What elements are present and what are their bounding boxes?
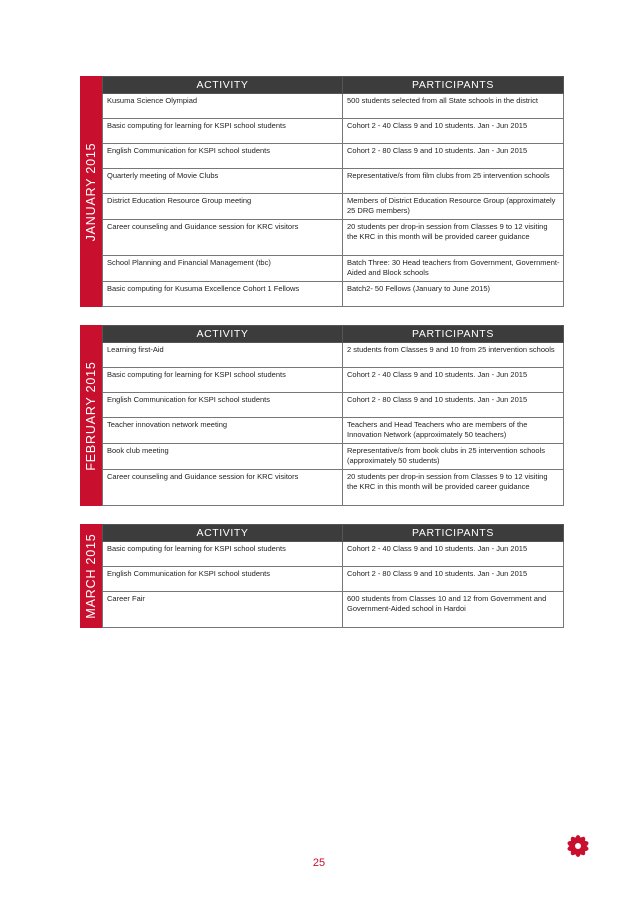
participants-cell: 500 students selected from all State schools in the district (343, 94, 564, 119)
table-row (103, 256, 564, 282)
schedule-table (102, 524, 564, 628)
table-row (103, 592, 564, 628)
participants-cell: Teachers and Head Teachers who are members of the Innovation Network (approximately 50 teachers) (343, 418, 564, 444)
participants-cell: Cohort 2 - 40 Class 9 and 10 students. Jan - Jun 2015 (343, 368, 564, 393)
table-header-row (103, 326, 564, 343)
participants-cell: Cohort 2 - 40 Class 9 and 10 students. Jan - Jun 2015 (343, 542, 564, 567)
participants-cell: Batch Three: 30 Head teachers from Government, Government-Aided and Block schools (343, 256, 564, 282)
table-header-row (103, 77, 564, 94)
month-label: MARCH 2015 (84, 533, 98, 619)
table-row (103, 282, 564, 307)
table-row (103, 542, 564, 567)
month-label: FEBRUARY 2015 (84, 360, 98, 471)
activity-cell: Basic computing for learning for KSPI school students (103, 368, 343, 393)
activity-header: ACTIVITY (103, 77, 343, 94)
table-row (103, 94, 564, 119)
month-label-bar (80, 325, 102, 506)
activity-cell: English Communication for KSPI school students (103, 567, 343, 592)
table-row (103, 343, 564, 368)
participants-cell: 600 students from Classes 10 and 12 from Government and Government-Aided school in Hardoi (343, 592, 564, 628)
activity-cell: School Planning and Financial Management (tbc) (103, 256, 343, 282)
table-header-row (103, 525, 564, 542)
table-row (103, 567, 564, 592)
month-label-bar (80, 76, 102, 307)
schedule-section-february (80, 325, 563, 506)
table-row (103, 169, 564, 194)
schedule-section-january (80, 76, 563, 307)
activity-cell: English Communication for KSPI school students (103, 144, 343, 169)
participants-cell: 2 students from Classes 9 and 10 from 25 intervention schools (343, 343, 564, 368)
schedule-table (102, 76, 564, 307)
activity-cell: Quarterly meeting of Movie Clubs (103, 169, 343, 194)
table-row (103, 470, 564, 506)
month-label-bar (80, 524, 102, 628)
schedule-section-march (80, 524, 563, 628)
participants-cell: Cohort 2 - 80 Class 9 and 10 students. Jan - Jun 2015 (343, 393, 564, 418)
activity-cell: Learning first-Aid (103, 343, 343, 368)
participants-cell: Representative/s from film clubs from 25 intervention schools (343, 169, 564, 194)
activity-cell: Basic computing for Kusuma Excellence Cohort 1 Fellows (103, 282, 343, 307)
participants-cell: Cohort 2 - 40 Class 9 and 10 students. Jan - Jun 2015 (343, 119, 564, 144)
activity-cell: Basic computing for learning for KSPI school students (103, 119, 343, 144)
table-row (103, 119, 564, 144)
activity-cell: Career Fair (103, 592, 343, 628)
activity-header: ACTIVITY (103, 525, 343, 542)
table-row (103, 220, 564, 256)
activity-cell: Teacher innovation network meeting (103, 418, 343, 444)
participants-cell: 20 students per drop-in session from Classes 9 to 12 visiting the KRC in this month will be provided career guidance (343, 470, 564, 506)
activity-header: ACTIVITY (103, 326, 343, 343)
participants-header: PARTICIPANTS (343, 77, 564, 94)
table-row (103, 418, 564, 444)
table-row (103, 368, 564, 393)
activity-cell: District Education Resource Group meeting (103, 194, 343, 220)
activity-cell: Career counseling and Guidance session for KRC visitors (103, 470, 343, 506)
activity-cell: Kusuma Science Olympiad (103, 94, 343, 119)
month-label: JANUARY 2015 (84, 142, 98, 241)
table-row (103, 444, 564, 470)
activity-cell: Career counseling and Guidance session for KRC visitors (103, 220, 343, 256)
participants-cell: Cohort 2 - 80 Class 9 and 10 students. Jan - Jun 2015 (343, 567, 564, 592)
participants-header: PARTICIPANTS (343, 525, 564, 542)
participants-cell: Cohort 2 - 80 Class 9 and 10 students. Jan - Jun 2015 (343, 144, 564, 169)
participants-cell: Batch2- 50 Fellows (January to June 2015) (343, 282, 564, 307)
table-row (103, 194, 564, 220)
activity-cell: Book club meeting (103, 444, 343, 470)
participants-header: PARTICIPANTS (343, 326, 564, 343)
table-row (103, 393, 564, 418)
red-star-flower-logo-icon (560, 828, 596, 864)
table-row (103, 144, 564, 169)
participants-cell: Representative/s from book clubs in 25 intervention schools (approximately 50 students) (343, 444, 564, 470)
activity-cell: Basic computing for learning for KSPI school students (103, 542, 343, 567)
participants-cell: 20 students per drop-in session from Classes 9 to 12 visiting the KRC in this month will be provided career guidance (343, 220, 564, 256)
schedule-table (102, 325, 564, 506)
participants-cell: Members of District Education Resource Group (approximately 25 DRG members) (343, 194, 564, 220)
activity-cell: English Communication for KSPI school students (103, 393, 343, 418)
page-number: 25 (312, 857, 326, 869)
